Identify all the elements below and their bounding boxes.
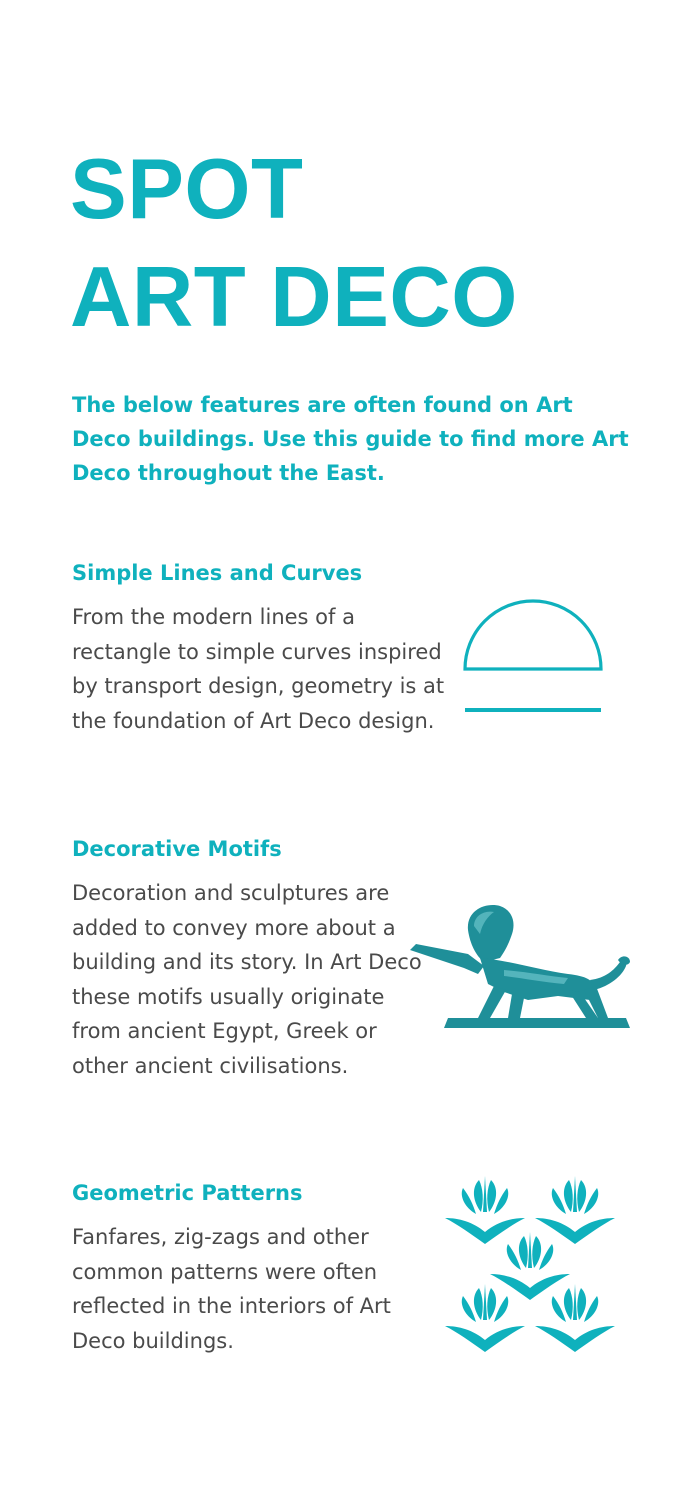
title-line-2: ART DECO — [70, 250, 518, 345]
section-heading: Simple Lines and Curves — [72, 561, 363, 585]
section-body: Decoration and sculptures are added to convey more about a building and its story. In Art Deco these motifs usually originate from ancient Egypt, Greek or other ancient civilisations. — [72, 881, 422, 1078]
half-circle-shape — [465, 601, 601, 669]
title-line-1: SPOT — [70, 142, 304, 237]
intro-text: The below features are often found on Art Deco buildings. Use this guide to find more Art Deco throughout the East. — [72, 393, 629, 485]
half-circle-and-line-icon — [458, 596, 608, 718]
lion-sculpture-image — [408, 900, 633, 1035]
section-heading: Geometric Patterns — [72, 1181, 303, 1205]
fanfare-pattern-icon — [445, 1168, 625, 1358]
page-title — [70, 136, 518, 352]
section-heading: Decorative Motifs — [72, 837, 282, 861]
section-body: From the modern lines of a rectangle to simple curves inspired by transport design, geometry is at the foundation of Art Deco design. — [72, 605, 445, 733]
section-body: Fanfares, zig-zags and other common patterns were often reflected in the interiors of Art Deco buildings. — [72, 1225, 391, 1353]
